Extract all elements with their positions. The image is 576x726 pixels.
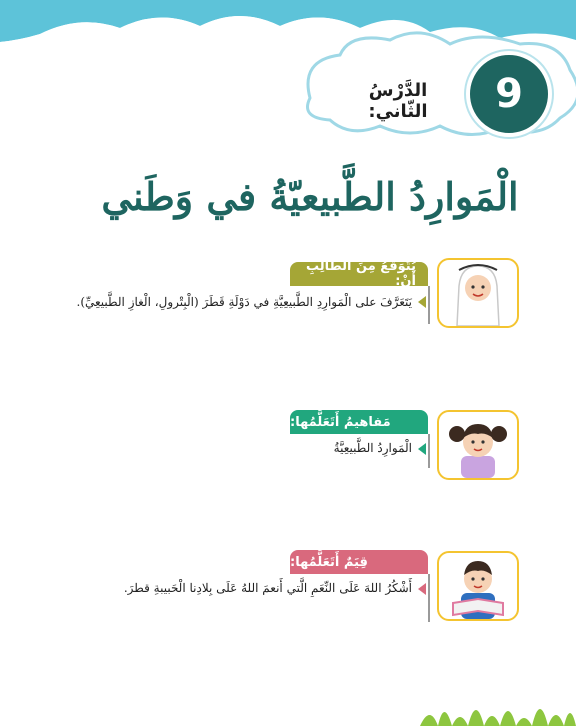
section-text-values: أَشْكُرُ اللهَ عَلَى النِّعَمِ الَّتي أَنعمَ اللهُ عَلَى بِلادِنا الْحَبيبةِ قطرَ. bbox=[123, 581, 412, 595]
section-tab-label: قِيَمٌ أَتَعَلَّمُها: bbox=[290, 554, 368, 570]
section-divider-line bbox=[428, 434, 430, 468]
section-text-concepts: الْمَوارِدُ الطَّبيعِيَّةُ bbox=[333, 441, 412, 455]
section-tab-values bbox=[290, 550, 428, 574]
section-tab-label: مَفاهيمُ أَتَعَلَّمُها: bbox=[290, 414, 391, 430]
bullet-triangle-icon bbox=[418, 296, 426, 308]
boy-reading-icon bbox=[437, 551, 519, 621]
page-title: الْمَوارِدُ الطَّبيعيّةُ في وَطَني bbox=[101, 174, 519, 219]
section-tab-concepts bbox=[290, 410, 428, 434]
section-divider-line bbox=[428, 286, 430, 324]
boy-thobe-icon bbox=[437, 258, 519, 328]
section-text-objectives: يَتَعَرَّفَ على الْمَوارِدِ الطَّبيعِيَّةِ في دَوْلَةِ قَطَرَ (الْبِتْرولِ، الْغازِ الطَّبيعِيِّ). bbox=[76, 295, 412, 309]
girl-pigtails-icon bbox=[437, 410, 519, 480]
grass-decoration-art bbox=[420, 690, 576, 726]
lesson-label: الدَّرْسُ الثّاني: bbox=[368, 80, 428, 122]
section-tab-label: يُتَوَقَّعُ مِنَ الطّالِبِ أَنْ: bbox=[305, 259, 416, 289]
bullet-triangle-icon bbox=[418, 443, 426, 455]
section-tab-objectives bbox=[290, 259, 428, 289]
bullet-triangle-icon bbox=[418, 583, 426, 595]
lesson-number: 9 bbox=[495, 71, 523, 117]
section-divider-line bbox=[428, 574, 430, 622]
lesson-number-badge bbox=[466, 51, 552, 137]
